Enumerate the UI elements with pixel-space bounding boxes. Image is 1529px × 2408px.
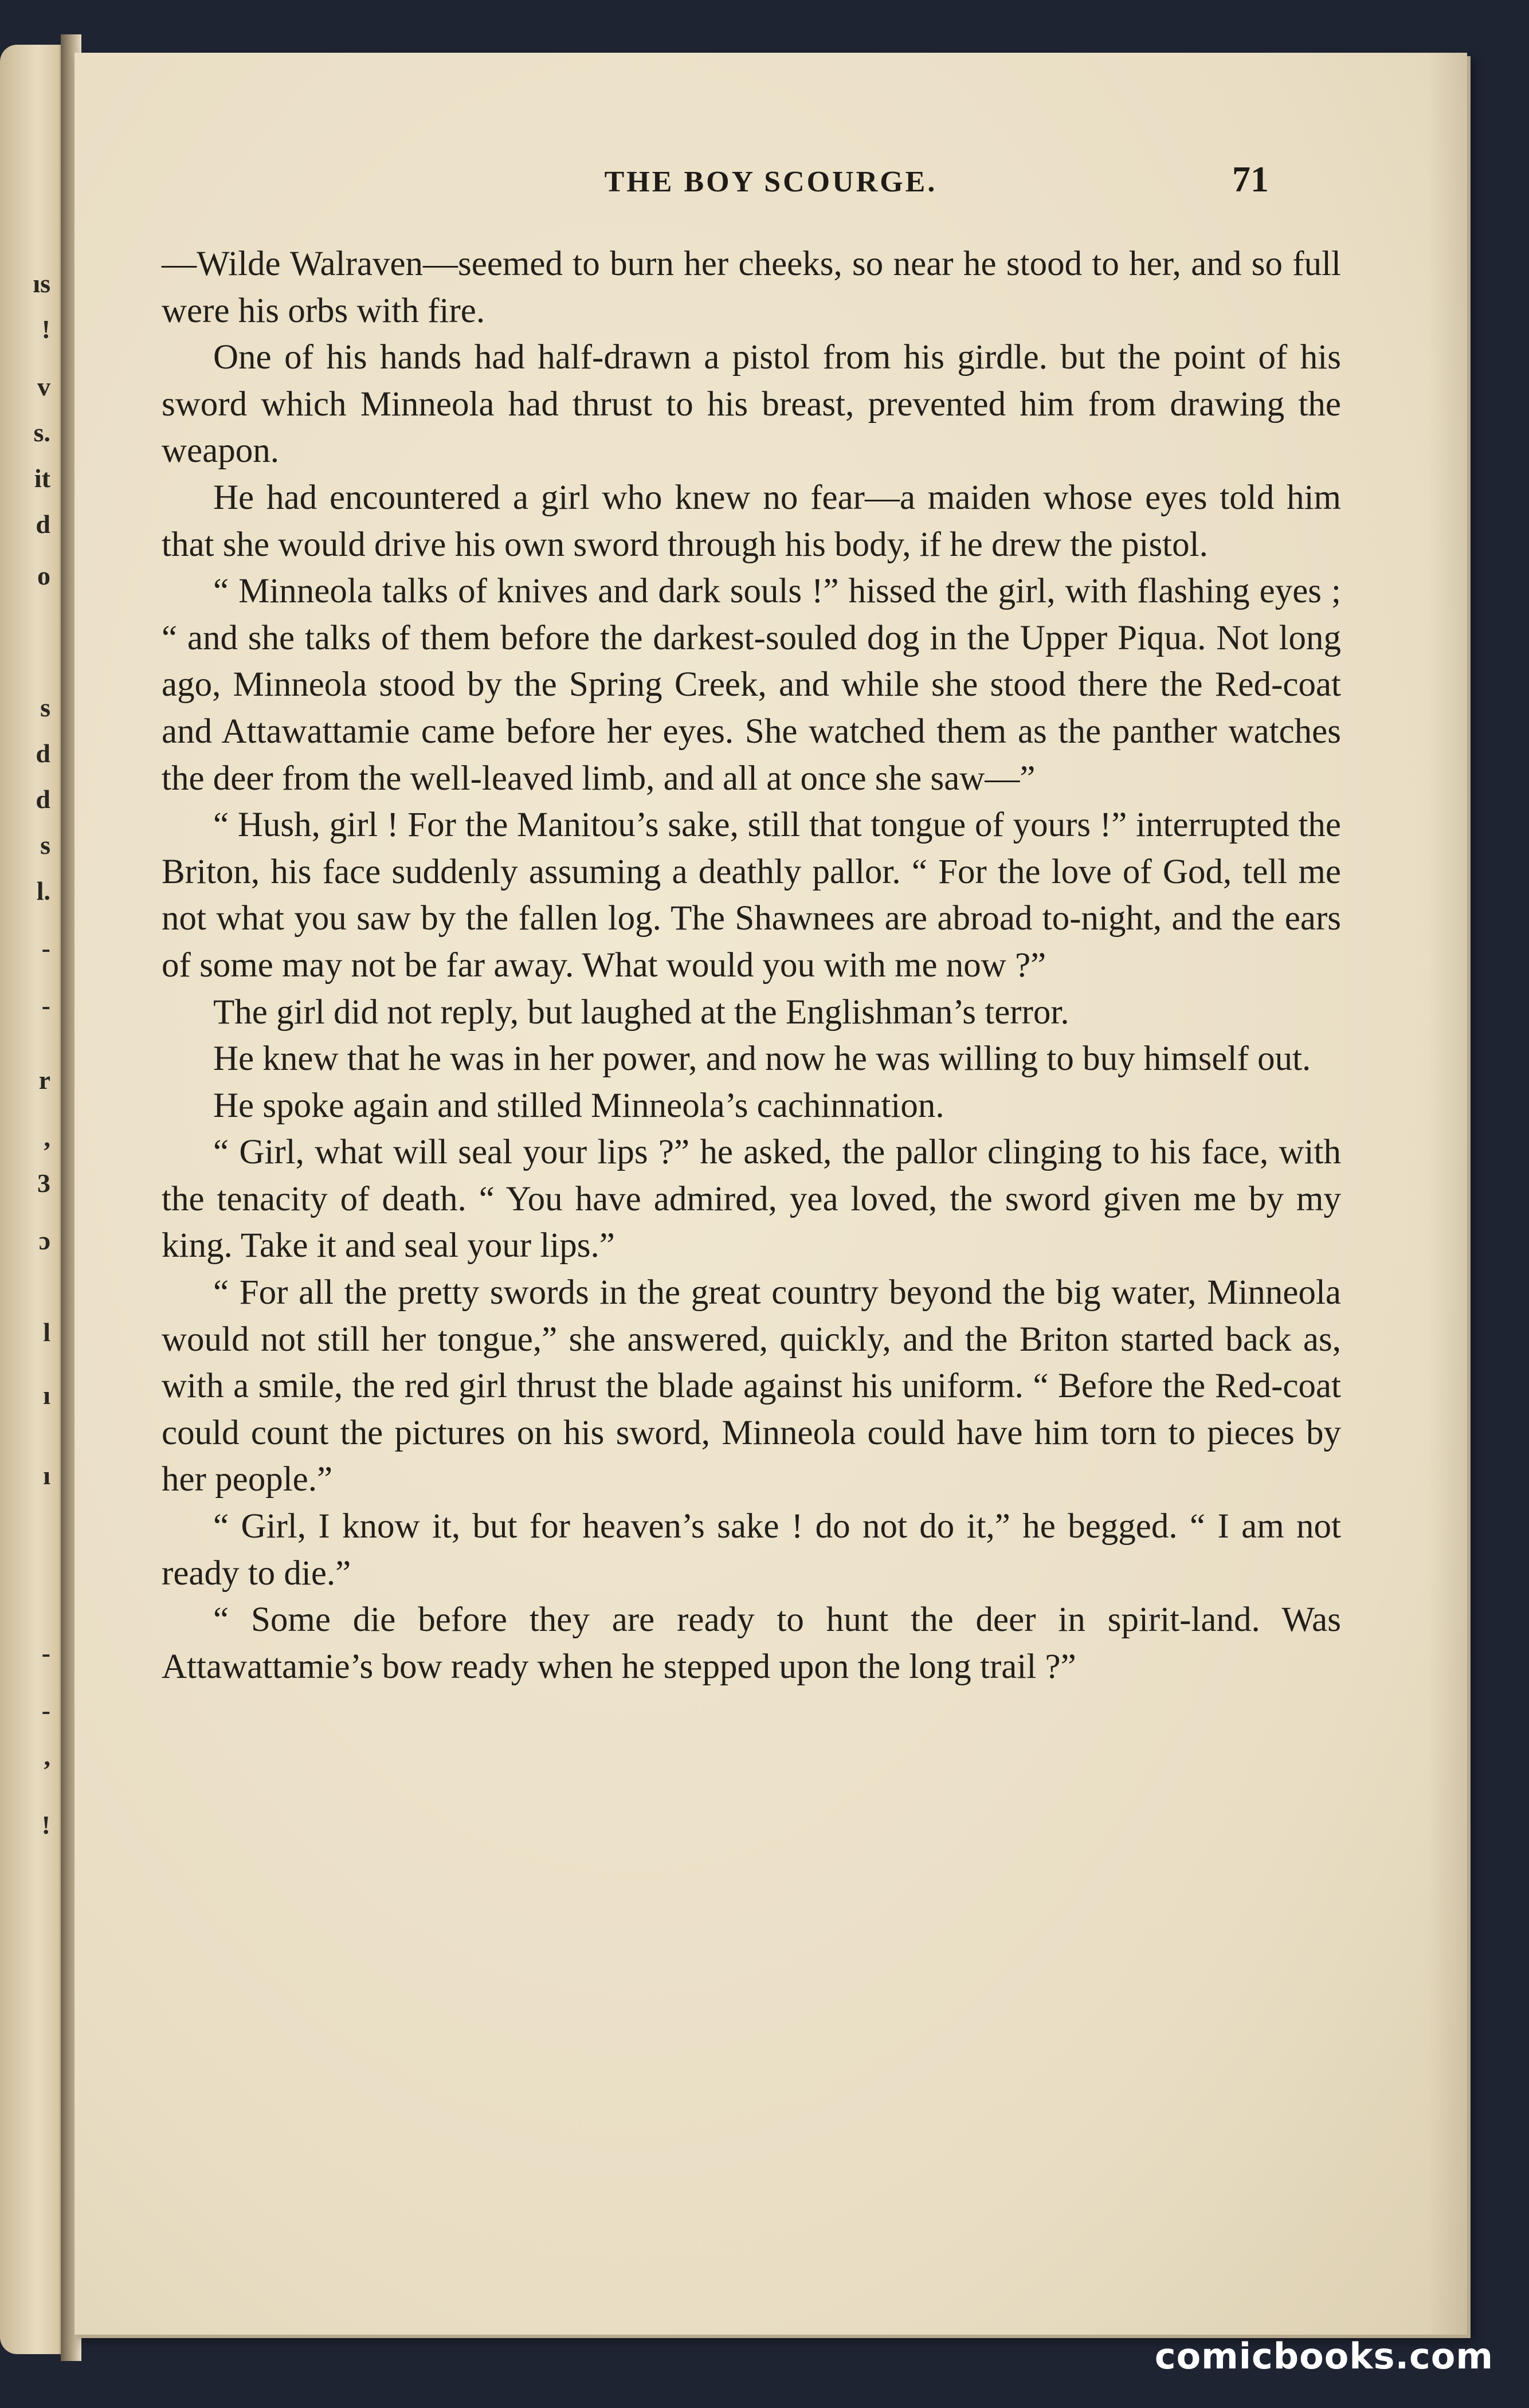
facing-page-fragment: , <box>44 1123 50 1152</box>
paragraph: “ Girl, I know it, but for heaven’s sake ! do not do it,” he begged. “ I am not ready to die.” <box>162 1507 1341 1593</box>
paragraph: “ Some die before they are ready to hunt the deer in spirit-land. Was Attawattamie’s bow ready when he stepped upon the long trail ?” <box>162 1601 1341 1686</box>
facing-page-fragment: ɔ <box>38 1226 50 1255</box>
facing-page-fragment: - <box>41 1638 50 1668</box>
body-text <box>162 241 1341 1690</box>
facing-page-fragment: ı <box>43 1381 50 1410</box>
paragraph: He had encountered a girl who knew no fear—a maiden whose eyes told him that she would drive his own sword through his body, if he drew the pistol. <box>162 478 1341 564</box>
book-page <box>75 53 1467 2335</box>
facing-page-fragment: ı <box>43 1461 50 1490</box>
facing-page-fragment: - <box>41 934 50 963</box>
facing-page-fragment: d <box>36 509 50 539</box>
paragraph: “ Minneola talks of knives and dark souls !” hissed the girl, with flashing eyes ; “ and she talks of them before the darkest-souled dog in the Upper Piqua. Not long ago, Minneola stood by the Spring Creek, and while she stood there the Red-coat and Attawattamie came before her eyes. She watched them as the panther watches the deer from the well-leaved limb, and all at once she saw—” <box>162 572 1341 798</box>
facing-page-fragment: it <box>34 464 50 493</box>
facing-page-fragment: v <box>37 372 50 401</box>
facing-page-fragment: - <box>41 991 50 1020</box>
paragraph: The girl did not reply, but laughed at the Englishman’s terror. <box>213 993 1069 1032</box>
paragraph: “ For all the pretty swords in the great country beyond the big water, Minneola would not still her tongue,” she answered, quickly, and the Briton started back as, with a smile, the red girl thrust the blade against his uniform. “ Before the Red-coat could count the pictures on his sword, Minneola could have him torn to pieces by her people.” <box>162 1273 1341 1499</box>
facing-page-fragment: ıs <box>33 269 50 298</box>
facing-page-fragment: s <box>40 693 50 722</box>
facing-page-fragment: d <box>36 739 50 768</box>
facing-page-fragment: - <box>41 1696 50 1725</box>
facing-page-fragment: r <box>38 1065 50 1095</box>
paragraph: —Wilde Walraven—seemed to burn her cheeks, so near he stood to her, and so full were his orbs with fire. <box>162 245 1341 330</box>
facing-page-fragment: o <box>37 561 50 590</box>
page-number: 71 <box>1232 159 1269 199</box>
facing-page-fragment: ! <box>41 315 50 344</box>
paragraph: “ Hush, girl ! For the Manitou’s sake, still that tongue of yours !” interrupted the Briton, his face suddenly assuming a deathly pallor. “ For the love of God, tell me not what you saw by the fallen log. The Shawnees are abroad to-night, and the ears of some may not be far away. What would you with me now ?” <box>162 806 1341 985</box>
site-watermark: comicbooks.com <box>1154 2335 1493 2377</box>
facing-page-fragment: , <box>44 1742 50 1771</box>
paragraph: “ Girl, what will seal your lips ?” he asked, the pallor clinging to his face, with the tenacity of death. “ You have admired, yea loved, the sword given me by my king. Take it and seal your lips.” <box>162 1133 1341 1265</box>
page-shading <box>1427 53 1467 2335</box>
facing-page-fragment: d <box>36 785 50 814</box>
facing-page-text-fragments <box>0 45 63 2354</box>
facing-page-fragment: ! <box>41 1810 50 1840</box>
facing-page-fragment: s. <box>33 418 50 447</box>
paragraph: He knew that he was in her power, and now he was willing to buy himself out. <box>213 1040 1311 1078</box>
facing-page-fragment: 3 <box>37 1168 50 1198</box>
facing-page-fragment: l. <box>36 876 50 905</box>
facing-page-fragment: s <box>40 830 50 860</box>
paragraph: One of his hands had half-drawn a pistol from his girdle. but the point of his sword which Minneola had thrust to his breast, prevented him from drawing the weapon. <box>162 338 1341 470</box>
facing-page-fragment: l <box>43 1317 50 1347</box>
running-title: THE BOY SCOURGE. <box>604 166 938 198</box>
facing-page-edge <box>0 45 68 2354</box>
paragraph: He spoke again and stilled Minneola’s cachinnation. <box>213 1086 944 1125</box>
